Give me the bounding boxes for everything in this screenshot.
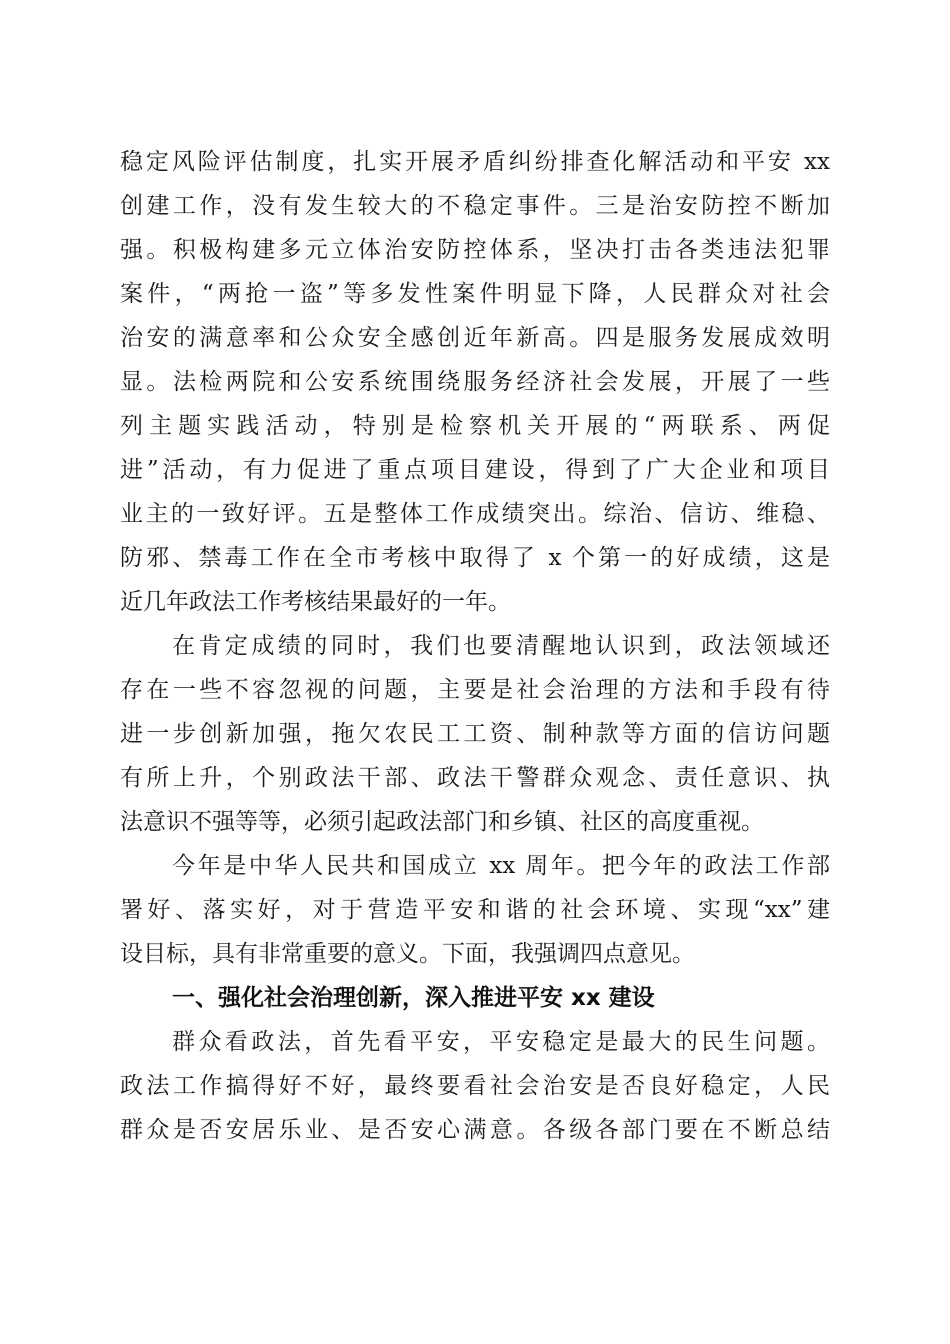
paragraph-2-line-3: 进一步创新加强，拖欠农民工工资、制种款等方面的信访问题 — [120, 721, 830, 747]
paragraph-1-line-10: 防邪、禁毒工作在全市考核中取得了 x 个第一的好成绩，这是 — [120, 545, 830, 571]
paragraph-1-line-1: 稳定风险评估制度，扎实开展矛盾纠纷排查化解活动和平安 xx — [120, 149, 830, 175]
paragraph-3-line-3: 设目标，具有非常重要的意义。下面，我强调四点意见。 — [120, 941, 695, 967]
paragraph-4-line-1: 群众看政法，首先看平安，平安稳定是最大的民生问题。 — [172, 1029, 830, 1055]
paragraph-1-line-4: 案件，“两抢一盗”等多发性案件明显下降，人民群众对社会 — [120, 281, 830, 307]
paragraph-4-line-3: 群众是否安居乐业、是否安心满意。各级各部门要在不断总结 — [120, 1117, 830, 1143]
paragraph-1-line-7: 列主题实践活动，特别是检察机关开展的“两联系、两促 — [120, 413, 830, 439]
paragraph-3-line-2: 署好、落实好，对于营造平安和谐的社会环境、实现“xx”建 — [120, 897, 830, 923]
paragraph-1-line-6: 显。法检两院和公安系统围绕服务经济社会发展，开展了一些 — [120, 369, 830, 395]
paragraph-1-line-8: 进”活动，有力促进了重点项目建设，得到了广大企业和项目 — [120, 457, 830, 483]
section-heading-1: 一、强化社会治理创新，深入推进平安 xx 建设 — [172, 985, 655, 1011]
paragraph-2-line-2: 存在一些不容忽视的问题，主要是社会治理的方法和手段有待 — [120, 677, 830, 703]
paragraph-3-line-1: 今年是中华人民共和国成立 xx 周年。把今年的政法工作部 — [172, 853, 830, 879]
paragraph-1-line-2: 创建工作，没有发生较大的不稳定事件。三是治安防控不断加 — [120, 193, 830, 219]
paragraph-1-line-5: 治安的满意率和公众安全感创近年新高。四是服务发展成效明 — [120, 325, 830, 351]
paragraph-1-line-3: 强。积极构建多元立体治安防控体系，坚决打击各类违法犯罪 — [120, 237, 830, 263]
paragraph-2-line-4: 有所上升，个别政法干部、政法干警群众观念、责任意识、执 — [120, 765, 830, 791]
paragraph-1-line-9: 业主的一致好评。五是整体工作成绩突出。综治、信访、维稳、 — [120, 501, 830, 527]
paragraph-4-line-2: 政法工作搞得好不好，最终要看社会治安是否良好稳定，人民 — [120, 1073, 830, 1099]
paragraph-2-line-5: 法意识不强等等，必须引起政法部门和乡镇、社区的高度重视。 — [120, 809, 764, 835]
paragraph-2-line-1: 在肯定成绩的同时，我们也要清醒地认识到，政法领域还 — [172, 633, 830, 659]
paragraph-1-line-11: 近几年政法工作考核结果最好的一年。 — [120, 589, 511, 615]
